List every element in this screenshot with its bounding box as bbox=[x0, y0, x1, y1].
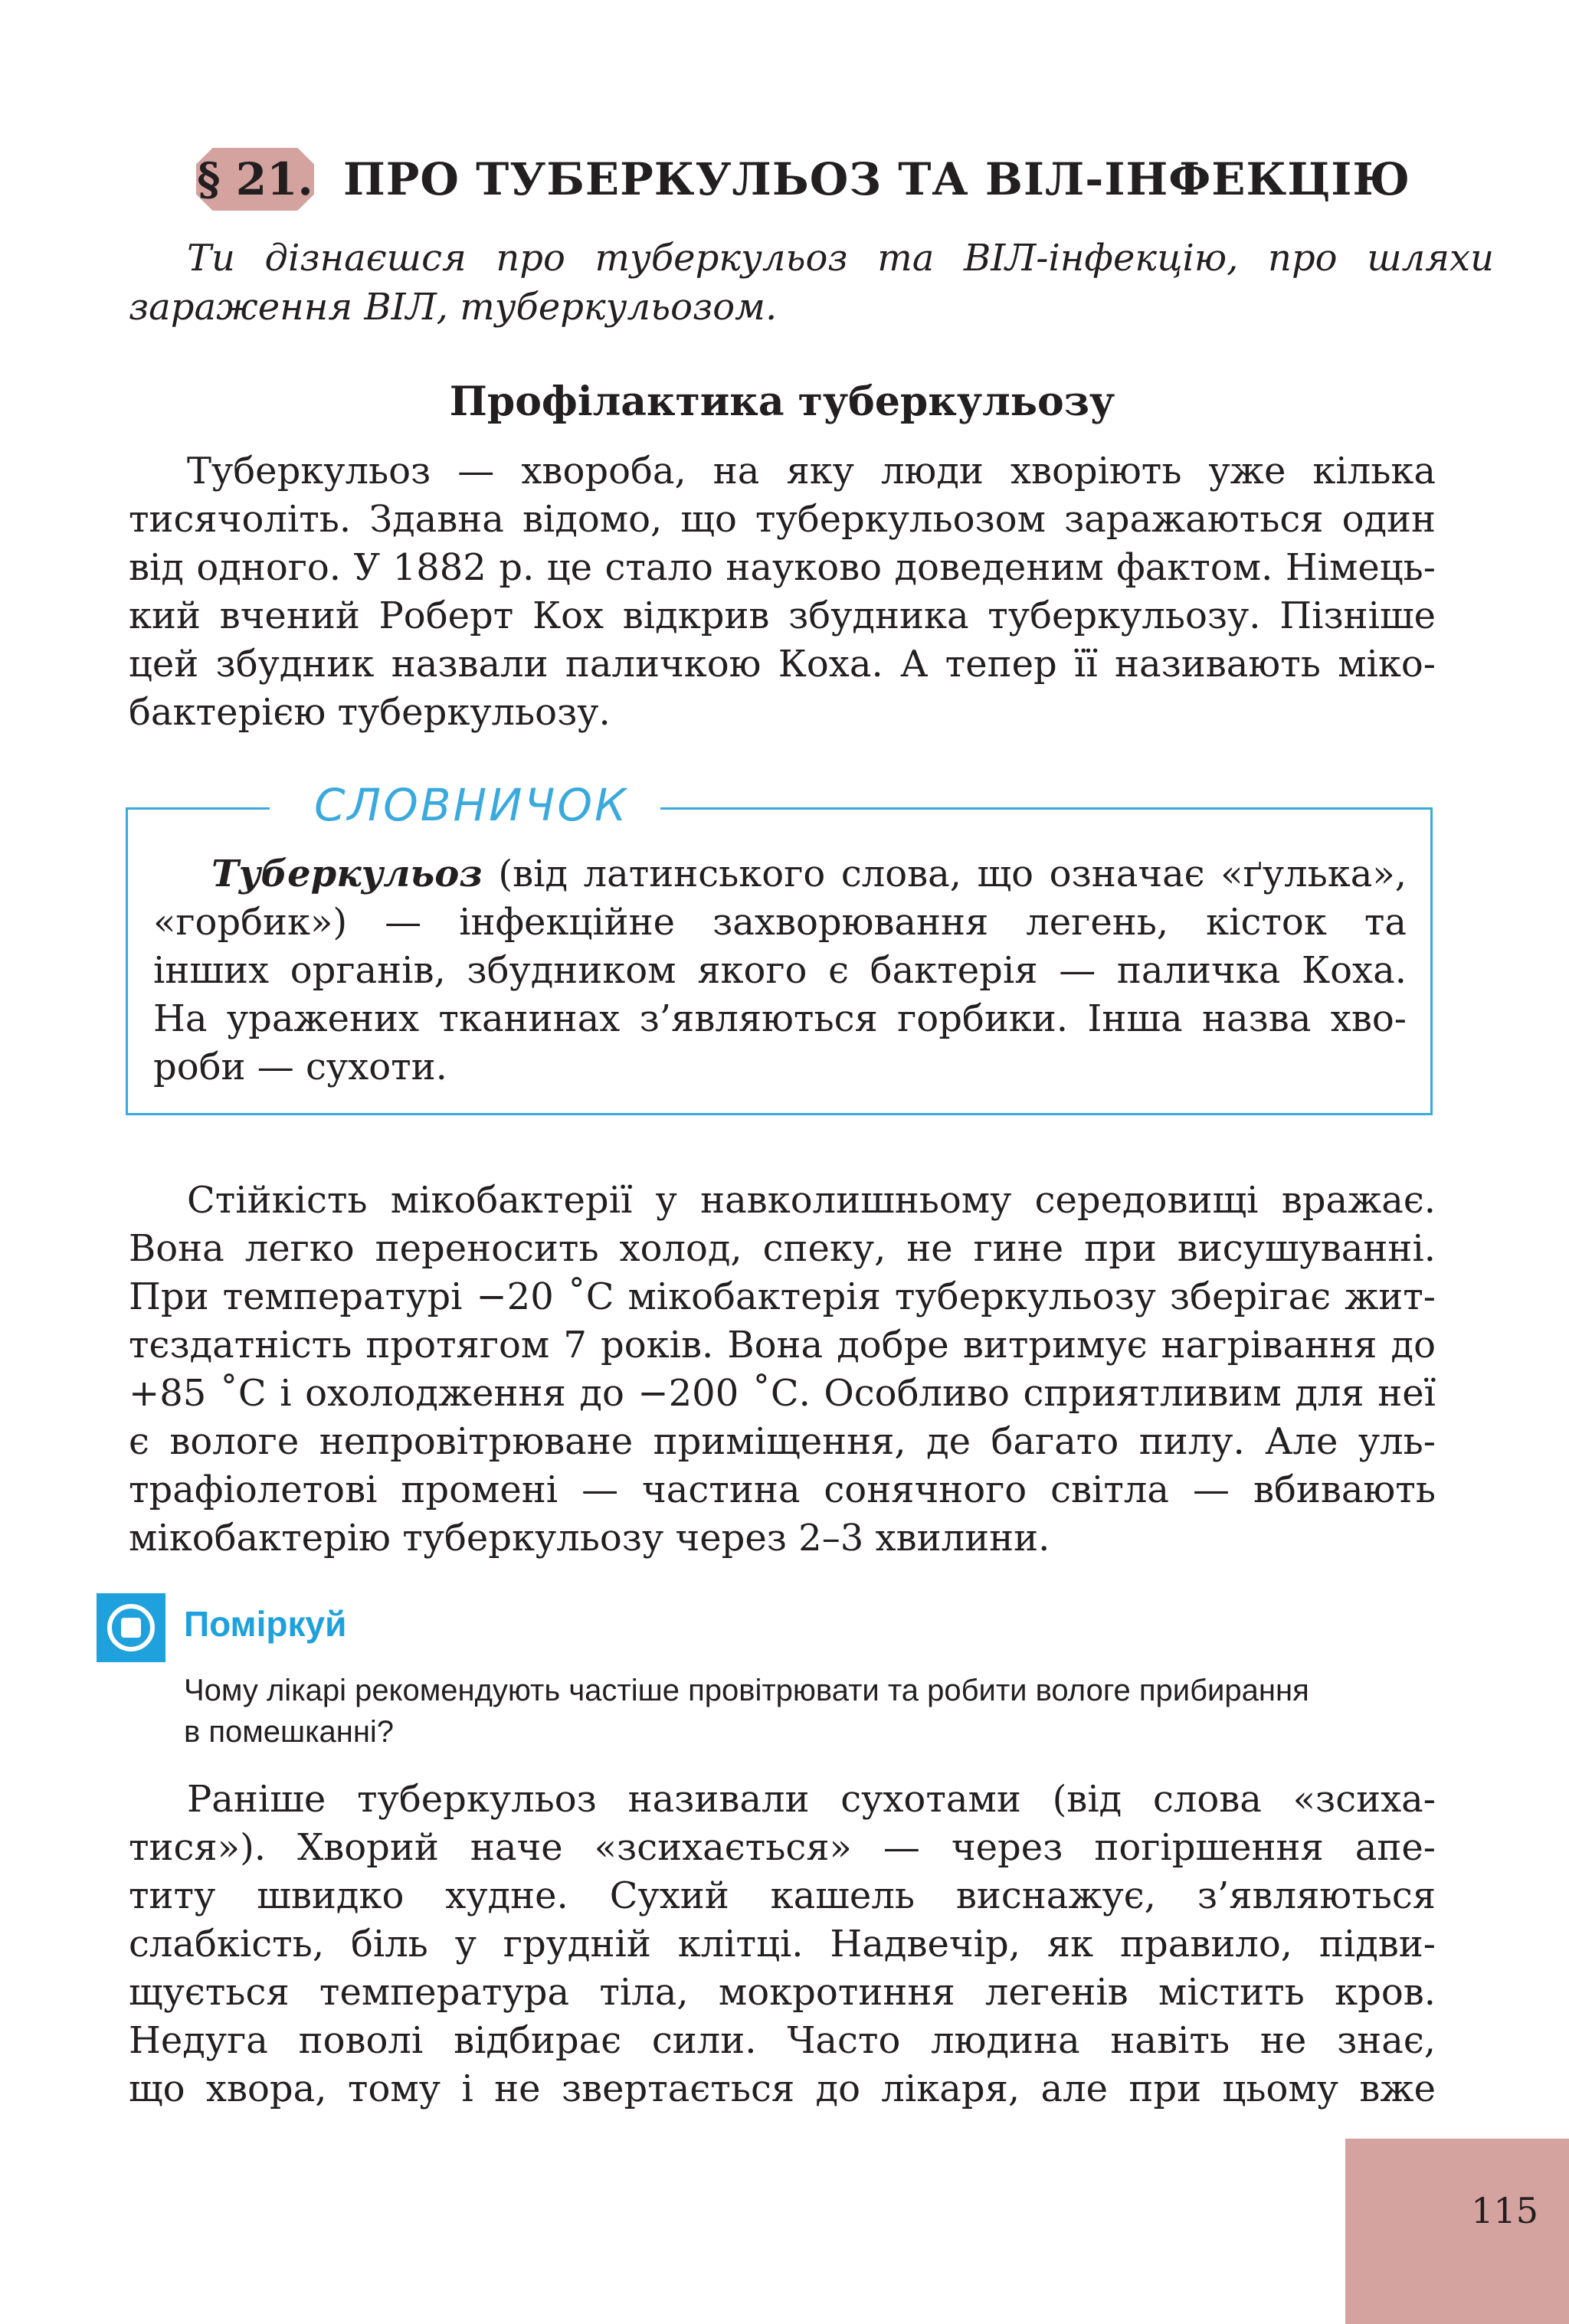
paragraph-1 bbox=[129, 447, 1436, 737]
paragraph-line: Недуга поволі відбирає сили. Часто людина навіть не знає, bbox=[129, 2019, 1436, 2062]
paragraph-line: щується температура тіла, мокротиння легенів містить кров. bbox=[129, 1971, 1436, 2014]
glossary-line: інших органів, збудником якого є бактерія — паличка Коха. bbox=[153, 949, 1407, 992]
paragraph-2 bbox=[129, 1177, 1436, 1563]
page-number: 115 bbox=[1471, 2190, 1538, 2231]
paragraph-3 bbox=[129, 1776, 1436, 2113]
paragraph-line: кий вчений Роберт Кох відкрив збудника туберкульозу. Пізніше bbox=[129, 594, 1436, 637]
paragraph-line: Стійкість мікобактерії у навколишньому середовищі вражає. bbox=[187, 1179, 1436, 1222]
paragraph-line: титу швидко худне. Сухий кашель виснажує, з’являються bbox=[129, 1874, 1436, 1917]
paragraph-line: Туберкульоз — хвороба, на яку люди хворіють уже кілька bbox=[187, 450, 1436, 493]
paragraph-line: цей збудник назвали паличкою Коха. А тепер її називають міко- bbox=[129, 643, 1436, 686]
section-number: § 21. bbox=[197, 153, 313, 205]
think-question-line: в помешканні? bbox=[184, 1715, 395, 1749]
paragraph-line: Раніше туберкульоз називали сухотами (від слова «зсиха- bbox=[187, 1778, 1436, 1821]
intro-line: Ти дізнаєшся про туберкульоз та ВІЛ-інфекцію, про шляхи bbox=[187, 237, 1494, 280]
glossary-line: роби — сухоти. bbox=[153, 1046, 447, 1088]
paragraph-line: що хвора, тому і не звертається до лікаря, але при цьому вже bbox=[129, 2067, 1436, 2110]
glossary-line: «горбик») — інфекційне захворювання легень, кісток та bbox=[153, 901, 1407, 944]
paragraph-line: мікобактерію туберкульозу через 2–3 хвилини. bbox=[129, 1517, 1050, 1560]
glossary-label: СЛОВНИЧОК bbox=[314, 779, 629, 831]
glossary-definition-start: (від латинського слова, що означає «ґулька», bbox=[482, 853, 1407, 895]
paragraph-line: тєздатність протягом 7 років. Вона добре витримує нагрівання до bbox=[129, 1324, 1436, 1367]
intro-text bbox=[129, 234, 1494, 332]
intro-line: зараження ВІЛ, туберкульозом. bbox=[129, 286, 778, 329]
think-question bbox=[184, 1670, 1440, 1753]
paragraph-line: +85 ˚С і охолодження до −200 ˚С. Особливо сприятливим для неї bbox=[129, 1372, 1436, 1415]
paragraph-line: трафіолетові промені — частина сонячного світла — вбивають bbox=[129, 1468, 1436, 1511]
think-title: Поміркуй bbox=[184, 1604, 347, 1644]
glossary-term: Туберкульоз bbox=[211, 853, 483, 895]
paragraph-line: від одного. У 1882 р. це стало науково доведеним фактом. Німець- bbox=[129, 546, 1436, 589]
subheading: Профілактика туберкульозу bbox=[449, 378, 1115, 425]
paragraph-line: При температурі −20 ˚С мікобактерія туберкульозу зберігає жит- bbox=[129, 1275, 1436, 1318]
page-title: ПРО ТУБЕРКУЛЬОЗ ТА ВІЛ-ІНФЕКЦІЮ bbox=[343, 153, 1411, 205]
paragraph-line: тисячоліть. Здавна відомо, що туберкульозом заражаються один bbox=[129, 498, 1436, 541]
glossary-line: На уражених тканинах з’являються горбики. Інша назва хво- bbox=[153, 997, 1407, 1040]
think-icon-dot bbox=[121, 1618, 141, 1638]
paragraph-line: тися»). Хворий наче «зсихається» — через погіршення апе- bbox=[129, 1826, 1436, 1869]
paragraph-line: є вологе непровітрюване приміщення, де багато пилу. Але уль- bbox=[129, 1420, 1436, 1463]
paragraph-line: бактерією туберкульозу. bbox=[129, 691, 611, 734]
paragraph-line: слабкість, біль у грудній клітці. Надвечір, як правило, підви- bbox=[129, 1923, 1436, 1966]
paragraph-line: Вона легко переносить холод, спеку, не гине при висушуванні. bbox=[129, 1227, 1436, 1270]
glossary-text bbox=[153, 850, 1407, 1092]
think-question-line: Чому лікарі рекомендують частіше провітрювати та робити вологе прибирання bbox=[184, 1674, 1309, 1707]
glossary-line bbox=[153, 850, 1407, 899]
